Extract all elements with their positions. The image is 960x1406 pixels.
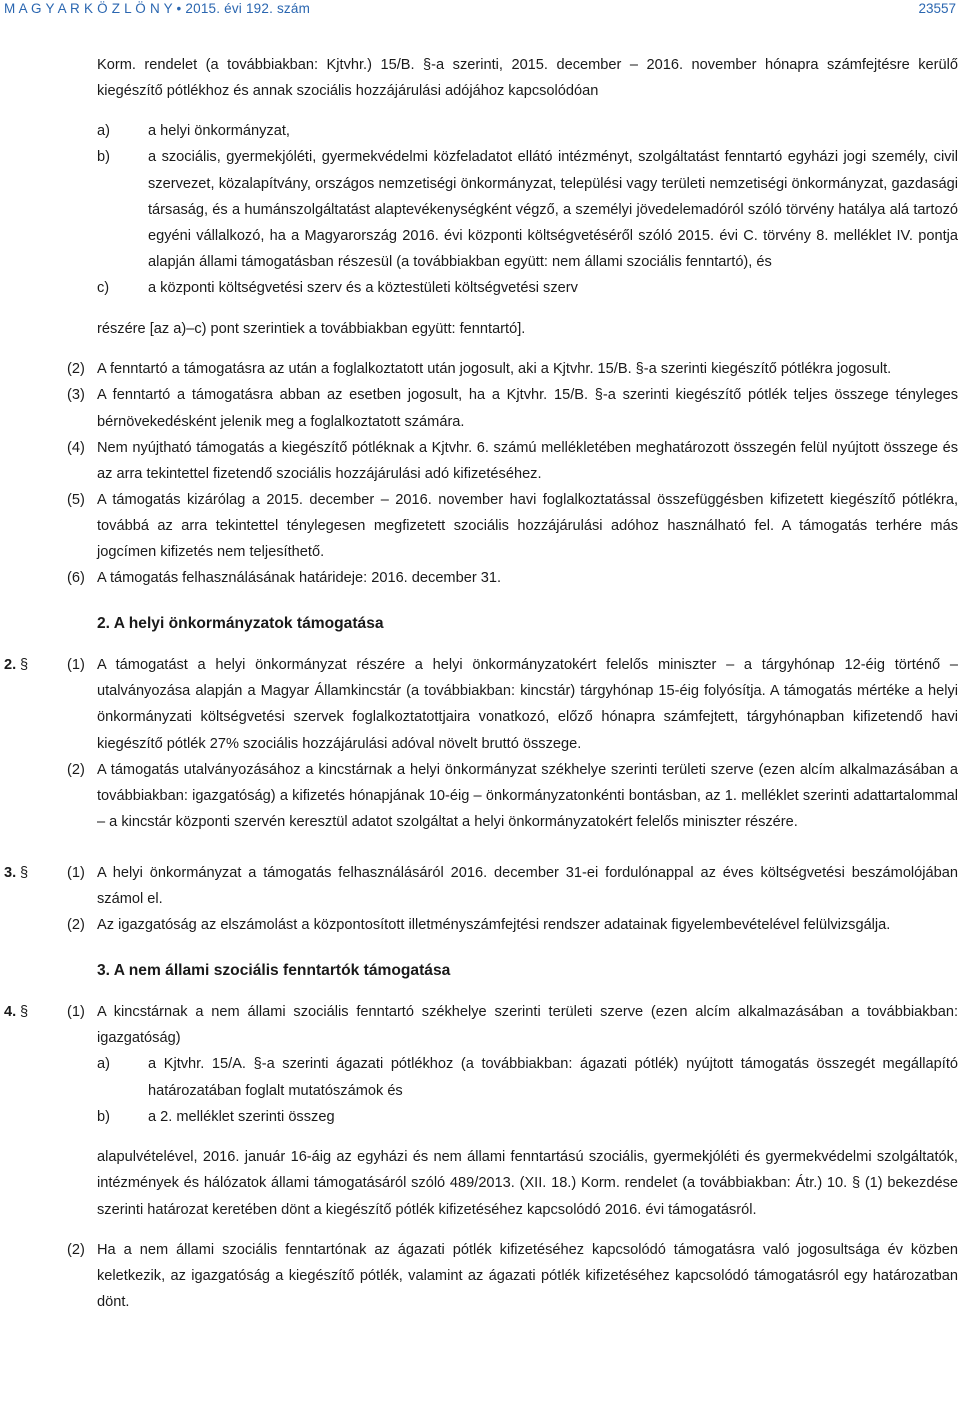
list-item-a	[0, 1051, 960, 1103]
paragraph-number: (1)	[67, 1004, 85, 1021]
section-sign: §	[20, 657, 29, 674]
paragraph	[0, 435, 960, 487]
list-item-b	[0, 1104, 960, 1130]
item-label: b)	[97, 149, 110, 166]
paragraph-number: (1)	[67, 657, 85, 674]
paragraph	[0, 912, 960, 938]
paragraph-text: Ha a nem állami szociális fenntartónak az ágazati pótlék kifizetéséhez kapcsolódó támogatásra való jogosultsága év közben keletkezik, az igazgatóság a kiegészítő pótlék, valamint az ágazati pótlék kifizetéséhez kapcsolódó támogatásról egy határozatban dönt.	[97, 1242, 958, 1311]
paragraph-number: (3)	[67, 387, 85, 404]
paragraph-text: Az igazgatóság az elszámolást a központosított illetményszámfejtési rendszer adatainak figyelembevételével felülvizsgálja.	[97, 917, 891, 934]
intro-tail: részére [az a)–c) pont szerintiek a továbbiakban együtt: fenntartó].	[97, 320, 526, 337]
paragraph-number: (2)	[67, 761, 85, 778]
paragraph-text: Nem nyújtható támogatás a kiegészítő pótléknak a Kjtvhr. 6. számú mellékletében meghatározott összegén felül nyújtott összege és az arra tekintettel fizetendő szociális hozzájárulási adó kifizetéséhez.	[97, 439, 958, 482]
item-text: a 2. melléklet szerinti összeg	[148, 1108, 335, 1125]
intro-text: Korm. rendelet (a továbbiakban: Kjtvhr.) 15/B. §-a szerinti, 2015. december – 2016. november hónapra számfejtésre kerülő kiegészítő pótlékhoz és annak szociális hozzájárulási adójához kapcsolódóan	[97, 56, 958, 99]
paragraph-text: A támogatást a helyi önkormányzat részére a helyi önkormányzatokért felelős miniszter – a tárgyhónap 12-éig történő – utalványozása alapján a Magyar Államkincstár (a továbbiakban: kincstár) tárgyhónap 15-éig folyósítja. A támogatás mértéke a helyi önkormányzati költségvetési szervek foglalkoztatottjaira vonatkozó, előző hónapra számfejtett, tárgyhónapban kifizetendő havi kiegészítő pótlék 27% szociális hozzájárulási adóval növelt bruttó összege.	[97, 657, 958, 752]
paragraph-number: (2)	[67, 1242, 85, 1259]
paragraph-text: A támogatás felhasználásának határideje: 2016. december 31.	[97, 570, 502, 587]
section-number: 4.	[4, 1004, 17, 1021]
document-body	[0, 37, 960, 1316]
paragraph-text: A fenntartó a támogatásra abban az esetben jogosult, ha a Kjtvhr. 15/B. §-a szerinti kiegészítő pótlék teljes összege tényleges bérnövekedésként jelenik meg a foglalkoztatott számára.	[97, 387, 958, 430]
section-heading: 3. A nem állami szociális fenntartók támogatása	[97, 962, 451, 980]
item-text: a helyi önkormányzat,	[148, 123, 290, 140]
paragraph	[0, 382, 960, 434]
paragraph-text: A támogatás kizárólag a 2015. december – 2016. november havi foglalkoztatással összefüggésben kifizetett kiegészítő pótlékra, továbbá az arra tekintettel ténylegesen megfizetett szociális hozzájárulási adóhoz használható fel. A támogatás terhére más jogcímen kifizetés nem teljesíthető.	[97, 491, 958, 560]
paragraph-number: (2)	[67, 361, 85, 378]
item-label: a)	[97, 1056, 110, 1073]
section-sign: §	[20, 1004, 29, 1021]
section-3	[0, 860, 960, 912]
paragraph-text: A támogatás utalványozásához a kincstárnak a helyi önkormányzat székhelye szerinti területi szerve (ezen alcím alkalmazásában a továbbiakban: igazgatóság) a kifizetés hónapjának 10-éig – önkormányzatonkénti bontásban, az 1. melléklet szerinti adattartalommal – a kincstár központi szervén keresztül adatot szolgáltat a helyi önkormányzatokért felelős miniszter részére.	[97, 761, 958, 830]
item-label: a)	[97, 123, 110, 140]
paragraph	[0, 565, 960, 591]
section-heading: 2. A helyi önkormányzatok támogatása	[97, 615, 384, 633]
paragraph-text: A fenntartó a támogatásra az után a foglalkoztatott után jogosult, aki a Kjtvhr. 15/B. §-a szerinti kiegészítő pótlékra jogosult.	[97, 361, 892, 378]
paragraph-tail: alapulvételével, 2016. január 16-áig az egyházi és nem állami fenntartású szociális, gyermekjóléti és gyermekvédelmi szolgáltatók, intézmények és hálózatok állami támogatásáról szóló 489/2013. (XII. 18.) Korm. rendelet (a továbbiakban: Átr.) 10. § (1) bekezdése szerinti határozat keretében dönt a kiegészítő pótlék kifizetéséhez kapcsolódó 2016. évi támogatásról.	[97, 1149, 958, 1218]
paragraph-number: (4)	[67, 439, 85, 456]
paragraph-number: (5)	[67, 491, 85, 508]
section-number: 3.	[4, 864, 17, 881]
section-number: 2.	[4, 657, 17, 674]
item-text: a központi költségvetési szerv és a köztestületi költségvetési szerv	[148, 279, 578, 296]
page-header	[0, 0, 960, 22]
paragraph	[0, 1237, 960, 1315]
paragraph-number: (2)	[67, 917, 85, 934]
journal-title: M A G Y A R K Ö Z L Ö N Y • 2015. évi 192. szám	[4, 1, 311, 16]
paragraph-number: (6)	[67, 570, 85, 587]
list-item-b	[0, 144, 960, 274]
paragraph	[0, 487, 960, 565]
paragraph-number: (1)	[67, 864, 85, 881]
page-number: 23557	[918, 1, 956, 16]
paragraph	[0, 757, 960, 835]
section-sign: §	[20, 864, 29, 881]
item-label: c)	[97, 279, 110, 296]
paragraph	[0, 356, 960, 382]
section-2	[0, 652, 960, 756]
item-text: a Kjtvhr. 15/A. §-a szerinti ágazati pótlékhoz (a továbbiakban: ágazati pótlék) nyújtott támogatás összegét megállapító határozatában foglalt mutatószámok és	[148, 1056, 958, 1099]
list-item-c	[0, 275, 960, 301]
item-text: a szociális, gyermekjóléti, gyermekvédelmi közfeladatot ellátó intézményt, szolgáltatást fenntartó egyházi jogi személy, civil szervezet, közalapítvány, országos nemzetiségi önkormányzat, települési vagy területi nemzetiségi önkormányzat, gazdasági társaság, és a humánszolgáltatást alaptevékenységként végző, a személyi jövedelemadóról szóló törvény hatálya alá tartozó egyéni vállalkozó, ha a Magyarország 2016. évi központi költségvetéséről szóló 2015. évi C. törvény 8. melléklet IV. pontja alapján állami támogatásban részesül (a továbbiakban együtt: nem állami szociális fenntartó), és	[148, 149, 958, 270]
paragraph-text: A helyi önkormányzat a támogatás felhasználásáról 2016. december 31-ei fordulónappal az éves költségvetési beszámolójában számol el.	[97, 864, 958, 907]
paragraph-text: A kincstárnak a nem állami szociális fenntartó székhelye szerinti területi szerve (ezen alcím alkalmazásában a továbbiakban: igazgatóság)	[97, 1004, 958, 1047]
list-item-a	[0, 118, 960, 144]
section-4	[0, 999, 960, 1051]
item-label: b)	[97, 1108, 110, 1125]
